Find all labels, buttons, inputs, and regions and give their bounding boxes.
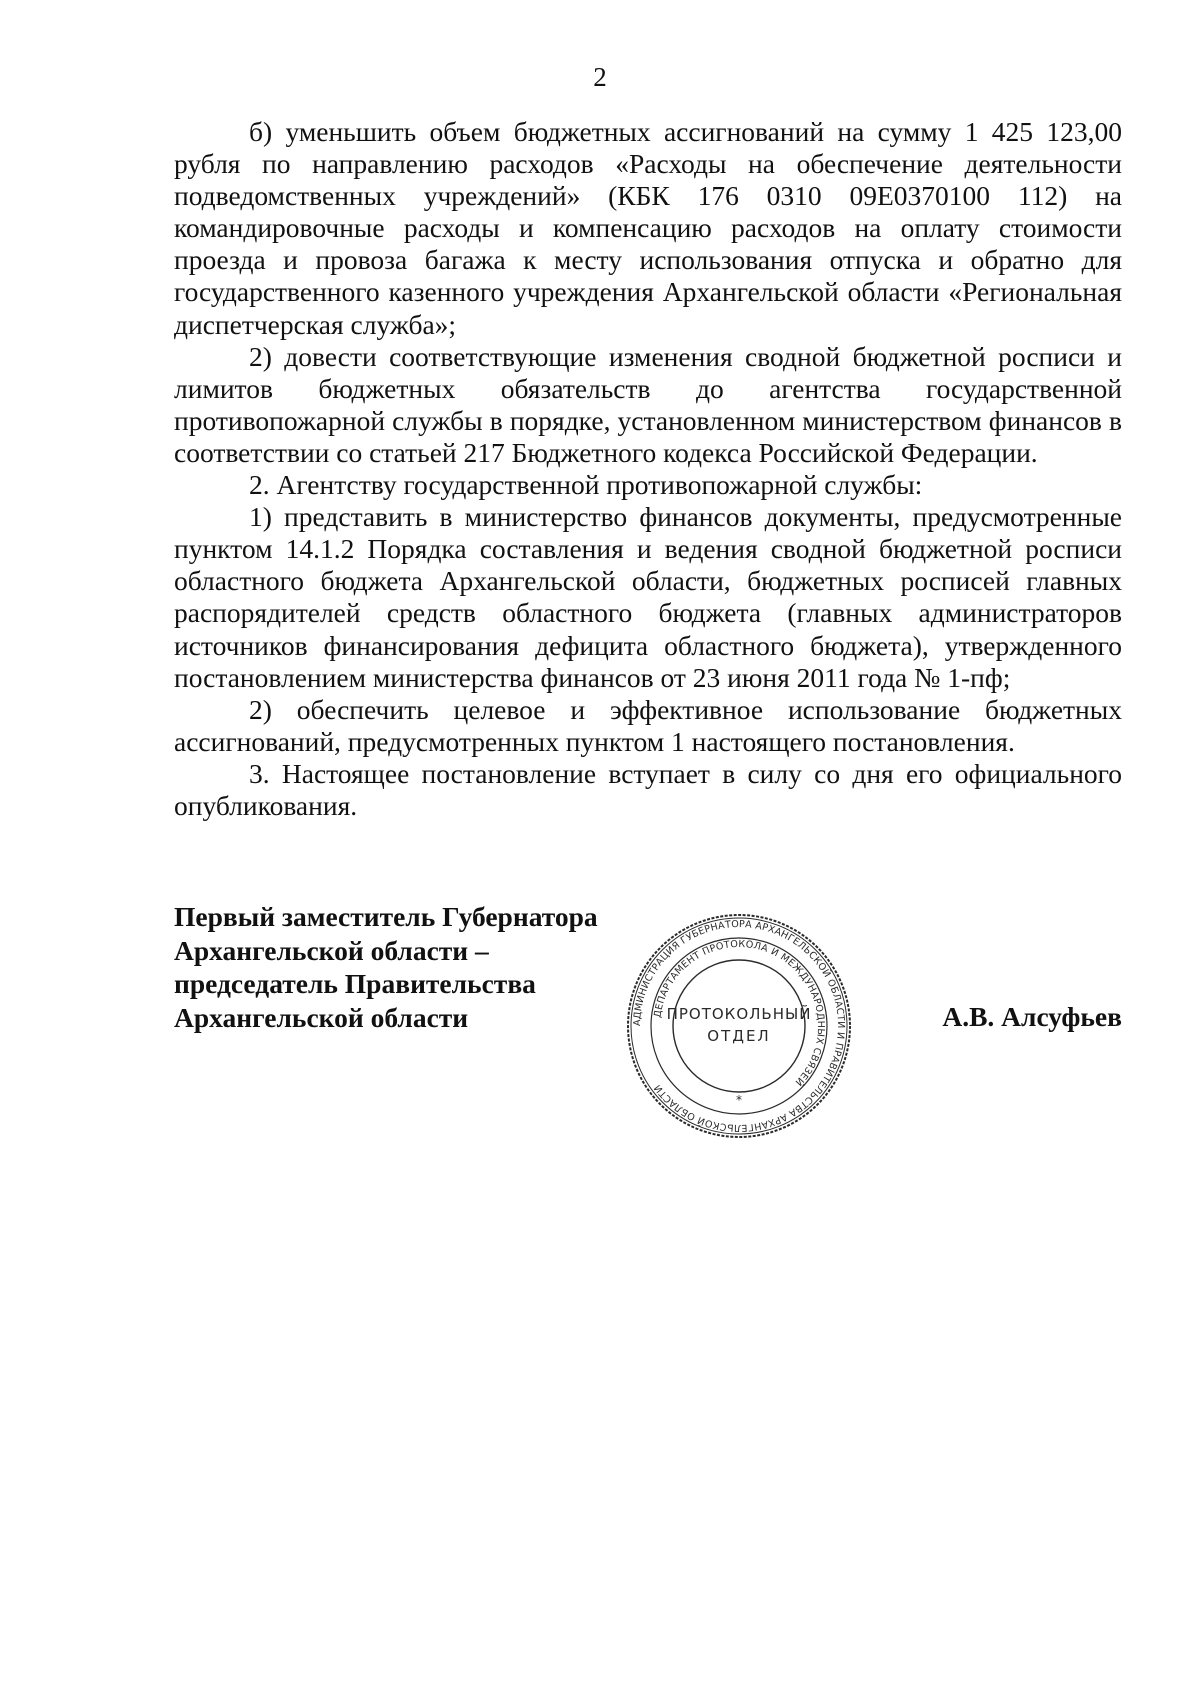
page-number: 2	[593, 62, 607, 92]
signer-position-line: Архангельской области	[174, 1001, 469, 1033]
signer-position-line: Первый заместитель Губернатора	[174, 901, 598, 932]
paragraph-agency-heading: 2. Агентству государственной противопожарной службы:	[249, 469, 923, 501]
signer-position-line: Архангельской области –	[174, 934, 489, 966]
stamp-inner-ring	[673, 960, 805, 1092]
stamp-middle-ring	[651, 938, 827, 1114]
signer-position	[174, 900, 598, 1034]
signer-name: А.В. Алсуфьев	[942, 1001, 1122, 1032]
document-body	[174, 116, 1122, 822]
stamp-outer-text: АДМИНИСТРАЦИЯ ГУБЕРНАТОРА АРХАНГЕЛЬСКОЙ ОБЛАСТИ И ПРАВИТЕЛЬСТВА АРХАНГЕЛЬСКОЙ ОБЛАСТИ	[631, 918, 847, 1134]
paragraph-effective-date: 3. Настоящее постановление вступает в силу со дня его официального опубликования.	[174, 757, 1122, 821]
signer-position-line: председатель Правительства	[174, 968, 536, 999]
official-stamp	[626, 913, 852, 1139]
stamp-seal	[626, 913, 852, 1139]
stamp-inner-text: ДЕПАРТАМЕНТ ПРОТОКОЛА И МЕЖДУНАРОДНЫХ СВЯЗЕЙ	[652, 938, 827, 1088]
paragraph-ensure-use: 2) обеспечить целевое и эффективное использование бюджетных ассигнований, предусмотренных пунктом 1 настоящего постановления.	[174, 693, 1122, 757]
paragraph-bring-changes: 2) довести соответствующие изменения сводной бюджетной росписи и лимитов бюджетных обязательств до агентства государственной противопожарной службы в порядке, установленном министерством финансов в соответствии со статьей 217 Бюджетного кодекса Российской Федерации.	[174, 340, 1122, 468]
stamp-star: *	[736, 1093, 742, 1107]
stamp-center-line-2: ОТДЕЛ	[707, 1027, 771, 1045]
paragraph-reduce-allocations: б) уменьшить объем бюджетных ассигнований на сумму 1 425 123,00 рубля по направлению расходов «Расходы на обеспечение деятельности подведомственных учреждений» (КБК 176 0310 09Е0370100 112) на командировочные расходы и компенсацию расходов на оплату стоимости проезда и провоза багажа к месту использования отпуска и обратно для государственного казенного учреждения Архангельской области «Региональная диспетчерская служба»;	[174, 116, 1122, 340]
paragraph-submit-documents: 1) представить в министерство финансов документы, предусмотренные пунктом 14.1.2 Порядка составления и ведения сводной бюджетной росписи областного бюджета Архангельской области, бюджетных росписей главных распорядителей средств областного бюджета (главных администраторов источников финансирования дефицита областного бюджета), утвержденного постановлением министерства финансов от 23 июня 2011 года № 1-пф;	[174, 501, 1122, 693]
stamp-center-line-1: ПРОТОКОЛЬНЫЙ	[666, 1005, 812, 1023]
